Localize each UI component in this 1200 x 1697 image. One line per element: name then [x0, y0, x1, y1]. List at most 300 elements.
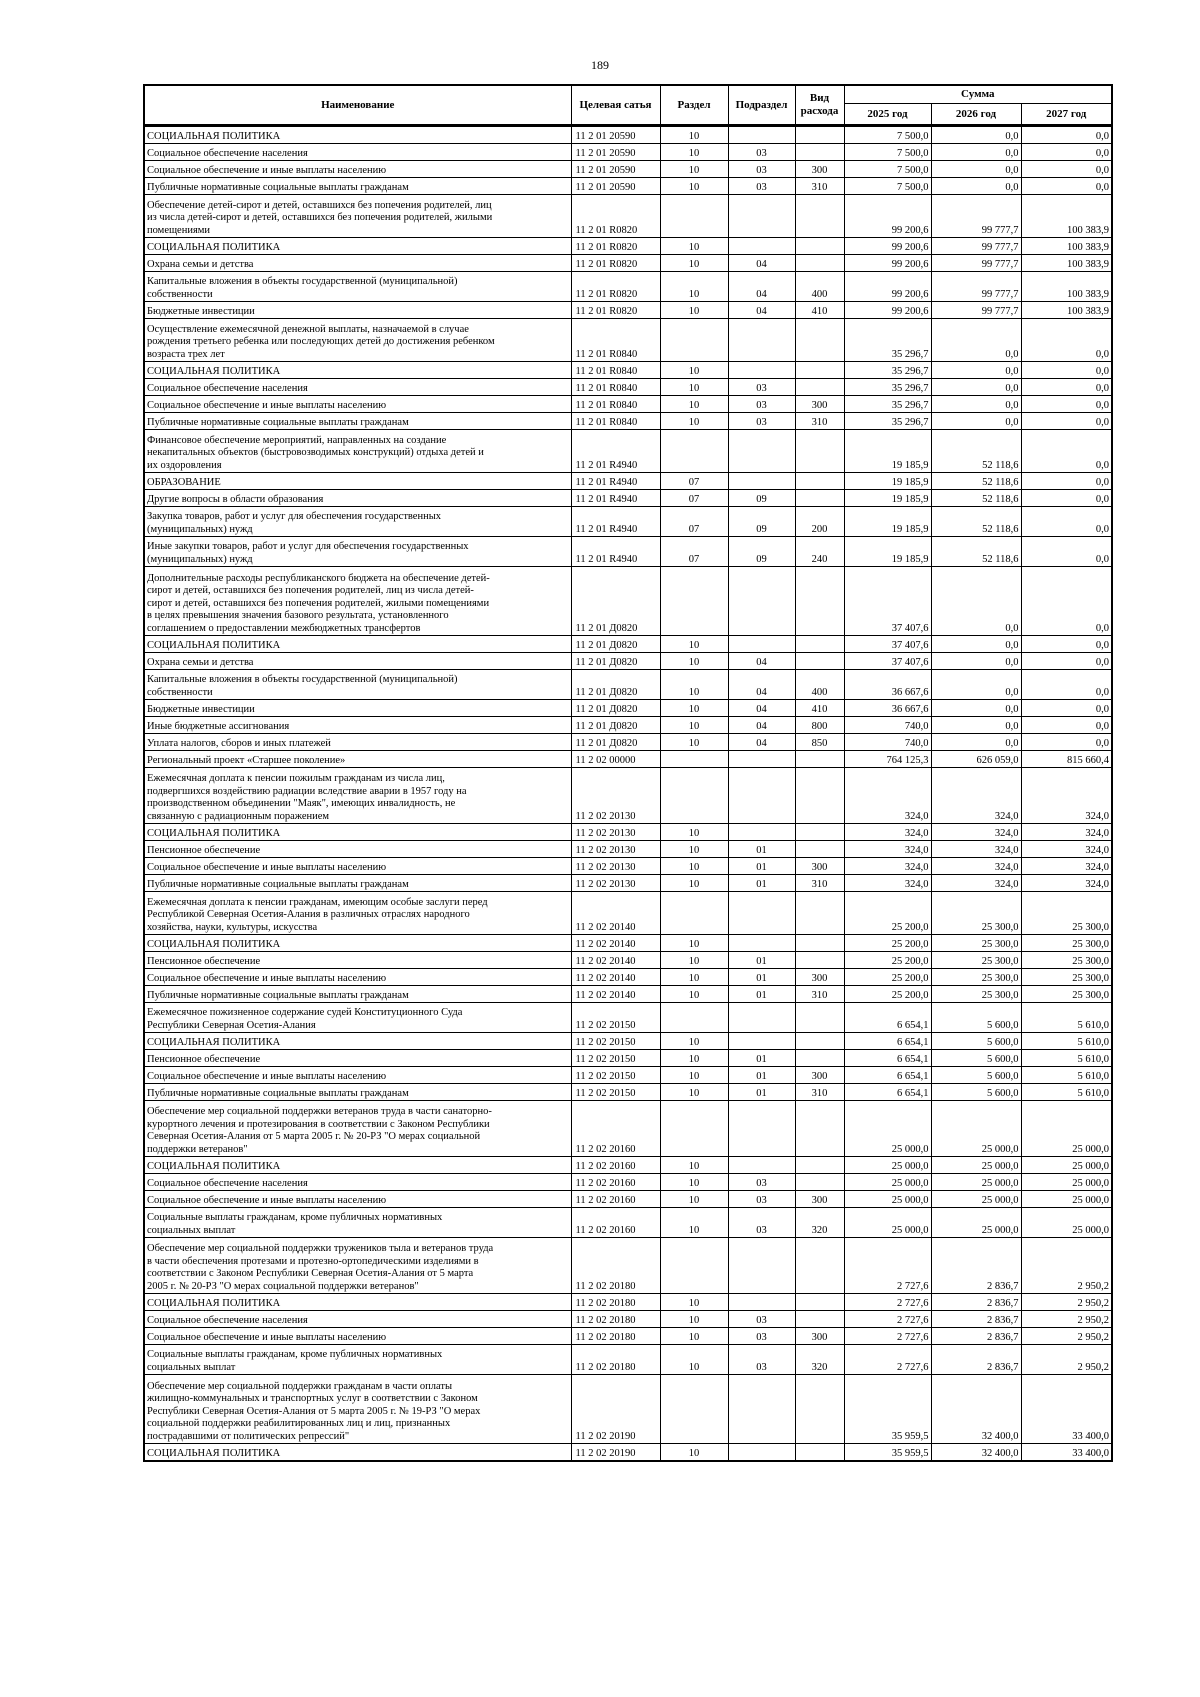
row-expense-type: 300: [795, 1067, 844, 1084]
row-target-code: 11 2 02 20130: [571, 841, 660, 858]
row-value-2026: 25 300,0: [931, 986, 1021, 1003]
header-subsection: Подраздел: [728, 85, 795, 126]
row-section: 10: [660, 1328, 728, 1345]
table-row: [144, 1191, 1112, 1208]
row-value-2025: 740,0: [844, 734, 931, 751]
row-value-2027: 2 950,2: [1021, 1345, 1112, 1375]
row-target-code: 11 2 01 R0840: [571, 413, 660, 430]
row-value-2025: 740,0: [844, 717, 931, 734]
row-expense-type: [795, 490, 844, 507]
table-row: [144, 362, 1112, 379]
row-value-2025: 35 959,5: [844, 1444, 931, 1462]
row-section: 10: [660, 1345, 728, 1375]
row-subsection: [728, 567, 795, 636]
table-row: [144, 969, 1112, 986]
table-row: [144, 751, 1112, 768]
row-target-code: 11 2 01 R0820: [571, 302, 660, 319]
row-value-2026: 99 777,7: [931, 255, 1021, 272]
table-row: [144, 1033, 1112, 1050]
row-expense-type: [795, 935, 844, 952]
row-subsection: 03: [728, 161, 795, 178]
table-row: [144, 379, 1112, 396]
row-target-code: 11 2 01 R0840: [571, 379, 660, 396]
row-target-code: 11 2 02 20140: [571, 969, 660, 986]
row-value-2027: 0,0: [1021, 507, 1112, 537]
header-section: Раздел: [660, 85, 728, 126]
row-expense-type: [795, 567, 844, 636]
row-value-2026: 99 777,7: [931, 272, 1021, 302]
table-row: [144, 717, 1112, 734]
row-section: 10: [660, 161, 728, 178]
row-name: Обеспечение детей-сирот и детей, оставшихся без попечения родителей, лиц из числа детей-сирот и детей, оставшихся без попечения родителей, жилыми помещениями: [144, 195, 571, 238]
row-expense-type: [795, 952, 844, 969]
row-name: Дополнительные расходы республиканского бюджета на обеспечение детей- сирот и детей, оставшихся без попечения родителей, лиц из числа детей- сирот и детей, оставшихся без попечения родителей, жилыми помещениями в целях превышения значения базового результата, установленного соглашением о предоставлении межбюджетных трансфертов: [144, 567, 571, 636]
row-section: 10: [660, 858, 728, 875]
row-section: 07: [660, 473, 728, 490]
row-value-2026: 324,0: [931, 875, 1021, 892]
row-value-2027: 5 610,0: [1021, 1033, 1112, 1050]
row-value-2025: 25 000,0: [844, 1191, 931, 1208]
row-name: Социальное обеспечение населения: [144, 1311, 571, 1328]
row-value-2027: 25 000,0: [1021, 1157, 1112, 1174]
row-name: Ежемесячная доплата к пенсии пожилым гражданам из числа лиц, подвергшихся воздействию радиации вследствие аварии в 1957 году на производственном объединении "Маяк", имеющих инвалидность, не связанную с радиационным поражением: [144, 768, 571, 824]
row-expense-type: 300: [795, 1191, 844, 1208]
row-expense-type: 320: [795, 1345, 844, 1375]
row-subsection: 03: [728, 1345, 795, 1375]
row-value-2027: 815 660,4: [1021, 751, 1112, 768]
row-value-2026: 0,0: [931, 700, 1021, 717]
row-expense-type: [795, 195, 844, 238]
row-name: ОБРАЗОВАНИЕ: [144, 473, 571, 490]
row-subsection: 04: [728, 717, 795, 734]
row-expense-type: [795, 1003, 844, 1033]
row-subsection: [728, 1157, 795, 1174]
row-expense-type: [795, 892, 844, 935]
row-subsection: 03: [728, 144, 795, 161]
row-section: 10: [660, 717, 728, 734]
table-row: [144, 507, 1112, 537]
row-expense-type: [795, 1157, 844, 1174]
row-value-2025: 7 500,0: [844, 161, 931, 178]
row-subsection: 03: [728, 1311, 795, 1328]
row-name: Социальное обеспечение и иные выплаты населению: [144, 1191, 571, 1208]
row-value-2027: 0,0: [1021, 126, 1112, 144]
row-subsection: 04: [728, 670, 795, 700]
row-name: Бюджетные инвестиции: [144, 700, 571, 717]
row-value-2025: 35 296,7: [844, 396, 931, 413]
row-section: [660, 195, 728, 238]
row-subsection: 01: [728, 841, 795, 858]
row-target-code: 11 2 02 20130: [571, 858, 660, 875]
row-target-code: 11 2 01 Д0820: [571, 567, 660, 636]
row-value-2026: 0,0: [931, 319, 1021, 362]
table-row: [144, 824, 1112, 841]
row-value-2026: 626 059,0: [931, 751, 1021, 768]
row-target-code: 11 2 02 20180: [571, 1238, 660, 1294]
row-value-2025: 2 727,6: [844, 1311, 931, 1328]
row-expense-type: [795, 238, 844, 255]
row-subsection: 01: [728, 969, 795, 986]
row-value-2027: 100 383,9: [1021, 302, 1112, 319]
table-row: [144, 952, 1112, 969]
row-subsection: [728, 824, 795, 841]
row-value-2026: 52 118,6: [931, 507, 1021, 537]
row-value-2025: 99 200,6: [844, 302, 931, 319]
row-subsection: [728, 1375, 795, 1444]
row-value-2026: 0,0: [931, 636, 1021, 653]
row-expense-type: 410: [795, 302, 844, 319]
table-row: [144, 537, 1112, 567]
row-expense-type: 300: [795, 161, 844, 178]
row-value-2027: 0,0: [1021, 567, 1112, 636]
row-expense-type: 240: [795, 537, 844, 567]
row-section: 10: [660, 986, 728, 1003]
row-name: Ежемесячная доплата к пенсии гражданам, имеющим особые заслуги перед Республикой Северная Осетия-Алания в различных отраслях народного хозяйства, науки, культуры, искусства: [144, 892, 571, 935]
row-value-2027: 100 383,9: [1021, 195, 1112, 238]
row-value-2027: 25 300,0: [1021, 986, 1112, 1003]
row-section: 10: [660, 875, 728, 892]
row-value-2026: 52 118,6: [931, 490, 1021, 507]
row-expense-type: 410: [795, 700, 844, 717]
row-subsection: [728, 935, 795, 952]
row-target-code: 11 2 02 20190: [571, 1444, 660, 1462]
row-section: 07: [660, 537, 728, 567]
row-name: Финансовое обеспечение мероприятий, направленных на создание некапитальных объектов (быстровозводимых конструкций) отдыха детей и их оздоровления: [144, 430, 571, 473]
table-row: [144, 1311, 1112, 1328]
row-value-2026: 0,0: [931, 379, 1021, 396]
row-section: 10: [660, 636, 728, 653]
row-name: Уплата налогов, сборов и иных платежей: [144, 734, 571, 751]
row-name: СОЦИАЛЬНАЯ ПОЛИТИКА: [144, 238, 571, 255]
row-value-2026: 5 600,0: [931, 1067, 1021, 1084]
row-subsection: [728, 362, 795, 379]
row-value-2027: 25 000,0: [1021, 1208, 1112, 1238]
row-value-2026: 25 000,0: [931, 1157, 1021, 1174]
row-value-2027: 0,0: [1021, 178, 1112, 195]
table-row: [144, 1157, 1112, 1174]
table-row: [144, 875, 1112, 892]
row-value-2025: 2 727,6: [844, 1328, 931, 1345]
row-name: Капитальные вложения в объекты государственной (муниципальной) собственности: [144, 670, 571, 700]
row-section: 10: [660, 238, 728, 255]
row-subsection: 04: [728, 653, 795, 670]
row-value-2026: 0,0: [931, 144, 1021, 161]
table-row: [144, 858, 1112, 875]
table-row: [144, 768, 1112, 824]
table-row: [144, 161, 1112, 178]
row-expense-type: 400: [795, 670, 844, 700]
row-expense-type: 400: [795, 272, 844, 302]
row-target-code: 11 2 01 20590: [571, 178, 660, 195]
table-row: [144, 126, 1112, 144]
row-value-2025: 6 654,1: [844, 1084, 931, 1101]
table-row: [144, 1084, 1112, 1101]
row-value-2026: 25 300,0: [931, 892, 1021, 935]
row-value-2025: 37 407,6: [844, 653, 931, 670]
row-value-2025: 99 200,6: [844, 272, 931, 302]
row-target-code: 11 2 01 R0820: [571, 272, 660, 302]
row-value-2026: 0,0: [931, 670, 1021, 700]
row-target-code: 11 2 01 R0820: [571, 238, 660, 255]
row-section: [660, 319, 728, 362]
row-value-2025: 2 727,6: [844, 1238, 931, 1294]
row-target-code: 11 2 02 20130: [571, 875, 660, 892]
row-value-2027: 5 610,0: [1021, 1050, 1112, 1067]
table-row: [144, 272, 1112, 302]
row-section: [660, 567, 728, 636]
row-target-code: 11 2 01 Д0820: [571, 636, 660, 653]
row-expense-type: 310: [795, 178, 844, 195]
row-target-code: 11 2 01 Д0820: [571, 653, 660, 670]
row-section: 07: [660, 507, 728, 537]
table-row: [144, 1067, 1112, 1084]
table-row: [144, 1444, 1112, 1462]
table-row: [144, 413, 1112, 430]
row-value-2027: 324,0: [1021, 824, 1112, 841]
row-expense-type: [795, 1033, 844, 1050]
row-name: Социальные выплаты гражданам, кроме публичных нормативных социальных выплат: [144, 1345, 571, 1375]
row-value-2027: 33 400,0: [1021, 1444, 1112, 1462]
table-row: [144, 670, 1112, 700]
row-value-2026: 0,0: [931, 126, 1021, 144]
row-section: 10: [660, 396, 728, 413]
row-value-2026: 5 600,0: [931, 1084, 1021, 1101]
row-section: [660, 430, 728, 473]
row-name: Пенсионное обеспечение: [144, 841, 571, 858]
row-target-code: 11 2 01 R0840: [571, 396, 660, 413]
row-section: [660, 1375, 728, 1444]
row-value-2026: 0,0: [931, 413, 1021, 430]
row-section: 10: [660, 362, 728, 379]
row-value-2027: 0,0: [1021, 413, 1112, 430]
row-value-2025: 324,0: [844, 858, 931, 875]
row-section: 10: [660, 734, 728, 751]
row-value-2025: 25 200,0: [844, 952, 931, 969]
row-value-2025: 25 200,0: [844, 986, 931, 1003]
table-row: [144, 1328, 1112, 1345]
row-value-2027: 0,0: [1021, 396, 1112, 413]
row-value-2027: 2 950,2: [1021, 1311, 1112, 1328]
row-target-code: 11 2 02 20140: [571, 986, 660, 1003]
row-target-code: 11 2 02 20160: [571, 1191, 660, 1208]
row-name: Публичные нормативные социальные выплаты гражданам: [144, 986, 571, 1003]
table-row: [144, 1174, 1112, 1191]
row-value-2025: 19 185,9: [844, 490, 931, 507]
budget-table: [143, 84, 1113, 1462]
row-subsection: [728, 636, 795, 653]
header-sum: Сумма: [844, 85, 1112, 104]
row-subsection: [728, 238, 795, 255]
row-name: Региональный проект «Старшее поколение»: [144, 751, 571, 768]
row-value-2027: 0,0: [1021, 734, 1112, 751]
row-name: Публичные нормативные социальные выплаты гражданам: [144, 413, 571, 430]
row-value-2025: 764 125,3: [844, 751, 931, 768]
row-value-2026: 5 600,0: [931, 1033, 1021, 1050]
row-expense-type: [795, 362, 844, 379]
row-section: 10: [660, 841, 728, 858]
table-row: [144, 255, 1112, 272]
row-section: 10: [660, 824, 728, 841]
table-row: [144, 734, 1112, 751]
row-section: 10: [660, 144, 728, 161]
row-target-code: 11 2 01 20590: [571, 161, 660, 178]
row-section: 10: [660, 1174, 728, 1191]
row-subsection: 04: [728, 272, 795, 302]
row-value-2025: 99 200,6: [844, 238, 931, 255]
row-value-2025: 25 200,0: [844, 892, 931, 935]
row-name: Социальное обеспечение населения: [144, 144, 571, 161]
table-row: [144, 1003, 1112, 1033]
row-value-2025: 7 500,0: [844, 144, 931, 161]
row-expense-type: [795, 751, 844, 768]
row-value-2025: 25 200,0: [844, 935, 931, 952]
row-target-code: 11 2 01 20590: [571, 144, 660, 161]
row-value-2025: 324,0: [844, 841, 931, 858]
table-row: [144, 841, 1112, 858]
row-value-2025: 99 200,6: [844, 195, 931, 238]
header-expense-type: Вид расхода: [795, 85, 844, 126]
row-target-code: 11 2 01 R4940: [571, 490, 660, 507]
row-name: Социальное обеспечение и иные выплаты населению: [144, 858, 571, 875]
row-value-2027: 33 400,0: [1021, 1375, 1112, 1444]
row-subsection: [728, 1294, 795, 1311]
row-target-code: 11 2 02 20160: [571, 1174, 660, 1191]
row-subsection: 03: [728, 396, 795, 413]
row-value-2026: 324,0: [931, 768, 1021, 824]
row-name: Закупка товаров, работ и услуг для обеспечения государственных (муниципальных) нужд: [144, 507, 571, 537]
row-value-2025: 324,0: [844, 824, 931, 841]
row-expense-type: 800: [795, 717, 844, 734]
row-value-2025: 19 185,9: [844, 537, 931, 567]
row-value-2026: 25 000,0: [931, 1174, 1021, 1191]
row-target-code: 11 2 01 R0820: [571, 195, 660, 238]
row-name: Социальное обеспечение и иные выплаты населению: [144, 969, 571, 986]
row-value-2027: 25 300,0: [1021, 935, 1112, 952]
row-name: Обеспечение мер социальной поддержки тружеников тыла и ветеранов труда в части обеспечения протезами и протезно-ортопедическими изделиями в соответствии с Законом Республики Северная Осетия-Алания от 5 марта 2005 г. № 20-РЗ "О мерах социальной поддержки ветеранов": [144, 1238, 571, 1294]
table-row: [144, 1101, 1112, 1157]
row-value-2025: 324,0: [844, 875, 931, 892]
table-row: [144, 1375, 1112, 1444]
row-value-2025: 25 000,0: [844, 1208, 931, 1238]
row-value-2027: 2 950,2: [1021, 1238, 1112, 1294]
table-row: [144, 430, 1112, 473]
row-name: Осуществление ежемесячной денежной выплаты, назначаемой в случае рождения третьего ребенка или последующих детей до достижения ребенком возраста трех лет: [144, 319, 571, 362]
row-expense-type: 320: [795, 1208, 844, 1238]
row-section: 10: [660, 1191, 728, 1208]
row-section: [660, 1238, 728, 1294]
row-target-code: 11 2 01 R0840: [571, 319, 660, 362]
row-subsection: 04: [728, 734, 795, 751]
header-2026: 2026 год: [931, 104, 1021, 126]
row-value-2026: 0,0: [931, 717, 1021, 734]
row-value-2026: 25 300,0: [931, 935, 1021, 952]
row-section: 10: [660, 178, 728, 195]
row-value-2027: 0,0: [1021, 473, 1112, 490]
row-target-code: 11 2 01 R0820: [571, 255, 660, 272]
row-expense-type: 300: [795, 969, 844, 986]
table-row: [144, 1238, 1112, 1294]
row-subsection: [728, 1444, 795, 1462]
table-header: [144, 85, 1112, 126]
row-target-code: 11 2 01 R0840: [571, 362, 660, 379]
row-name: СОЦИАЛЬНАЯ ПОЛИТИКА: [144, 362, 571, 379]
table-row: [144, 1208, 1112, 1238]
row-section: 10: [660, 255, 728, 272]
row-expense-type: [795, 430, 844, 473]
row-expense-type: [795, 144, 844, 161]
row-value-2027: 100 383,9: [1021, 238, 1112, 255]
row-target-code: 11 2 01 Д0820: [571, 717, 660, 734]
row-target-code: 11 2 02 20150: [571, 1050, 660, 1067]
row-target-code: 11 2 02 20180: [571, 1294, 660, 1311]
row-expense-type: [795, 1101, 844, 1157]
row-value-2026: 0,0: [931, 734, 1021, 751]
row-section: [660, 892, 728, 935]
row-subsection: [728, 751, 795, 768]
row-section: [660, 1003, 728, 1033]
row-value-2027: 324,0: [1021, 858, 1112, 875]
row-subsection: [728, 1003, 795, 1033]
row-subsection: 04: [728, 302, 795, 319]
row-value-2027: 2 950,2: [1021, 1328, 1112, 1345]
table-row: [144, 700, 1112, 717]
row-value-2025: 35 296,7: [844, 379, 931, 396]
row-expense-type: [795, 1294, 844, 1311]
row-value-2026: 2 836,7: [931, 1238, 1021, 1294]
row-expense-type: 300: [795, 1328, 844, 1345]
row-value-2025: 35 296,7: [844, 413, 931, 430]
row-target-code: 11 2 01 Д0820: [571, 700, 660, 717]
row-subsection: [728, 768, 795, 824]
row-section: 10: [660, 653, 728, 670]
row-subsection: 04: [728, 700, 795, 717]
row-section: 07: [660, 490, 728, 507]
table-row: [144, 653, 1112, 670]
row-expense-type: [795, 1238, 844, 1294]
row-value-2027: 2 950,2: [1021, 1294, 1112, 1311]
row-subsection: 01: [728, 1050, 795, 1067]
row-section: 10: [660, 700, 728, 717]
row-subsection: 09: [728, 537, 795, 567]
row-value-2026: 52 118,6: [931, 430, 1021, 473]
row-section: 10: [660, 1294, 728, 1311]
row-value-2026: 0,0: [931, 161, 1021, 178]
table-row: [144, 567, 1112, 636]
row-name: СОЦИАЛЬНАЯ ПОЛИТИКА: [144, 1033, 571, 1050]
row-value-2026: 99 777,7: [931, 302, 1021, 319]
table-row: [144, 302, 1112, 319]
table-row: [144, 473, 1112, 490]
row-expense-type: [795, 768, 844, 824]
row-value-2025: 6 654,1: [844, 1050, 931, 1067]
row-value-2026: 25 300,0: [931, 969, 1021, 986]
row-expense-type: [795, 379, 844, 396]
row-value-2025: 7 500,0: [844, 178, 931, 195]
row-name: Иные закупки товаров, работ и услуг для обеспечения государственных (муниципальных) нужд: [144, 537, 571, 567]
row-name: СОЦИАЛЬНАЯ ПОЛИТИКА: [144, 636, 571, 653]
row-name: СОЦИАЛЬНАЯ ПОЛИТИКА: [144, 126, 571, 144]
row-name: Бюджетные инвестиции: [144, 302, 571, 319]
row-section: 10: [660, 126, 728, 144]
table-row: [144, 636, 1112, 653]
row-expense-type: 310: [795, 413, 844, 430]
row-value-2027: 25 300,0: [1021, 969, 1112, 986]
row-subsection: 09: [728, 507, 795, 537]
row-section: [660, 751, 728, 768]
row-section: 10: [660, 302, 728, 319]
row-name: Капитальные вложения в объекты государственной (муниципальной) собственности: [144, 272, 571, 302]
row-name: СОЦИАЛЬНАЯ ПОЛИТИКА: [144, 824, 571, 841]
